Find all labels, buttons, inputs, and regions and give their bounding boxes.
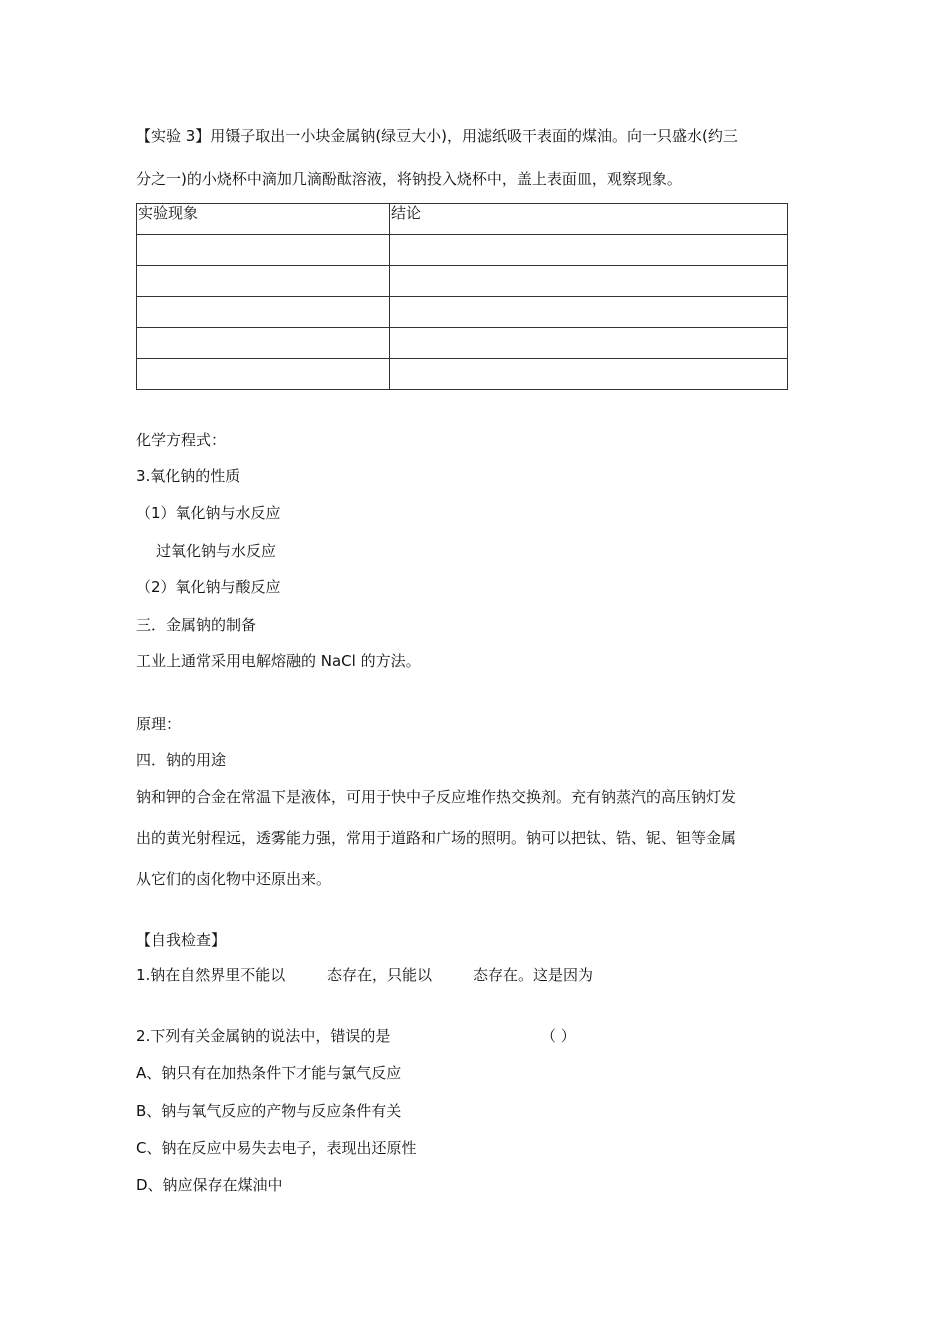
table-cell — [390, 266, 788, 297]
table-cell — [390, 297, 788, 328]
table-cell — [390, 328, 788, 359]
uses-line-3: 从它们的卤化物中还原出来。 — [136, 870, 332, 888]
table-row — [137, 235, 788, 266]
question-1-part-1: 1.钠在自然界里不能以 — [136, 966, 286, 984]
uses-line-2: 出的黄光射程远，透雾能力强，常用于道路和广场的照明。钠可以把钛、锆、铌、钽等金属 — [136, 829, 737, 847]
equation-label: 化学方程式： — [136, 431, 227, 449]
question-2: 2.下列有关金属钠的说法中，错误的是 — [136, 1027, 391, 1045]
oxide-item-2: （2）氧化钠与酸反应 — [136, 578, 281, 596]
uses-line-1: 钠和钾的合金在常温下是液体，可用于快中子反应堆作热交换剂。充有钠蒸汽的高压钠灯发 — [136, 788, 737, 806]
option-d: D、钠应保存在煤油中 — [136, 1176, 283, 1194]
table-cell — [137, 359, 390, 390]
table-row — [137, 359, 788, 390]
table-cell — [137, 266, 390, 297]
option-c: C、钠在反应中易失去电子，表现出还原性 — [136, 1139, 417, 1157]
principle-label: 原理： — [136, 715, 182, 733]
option-b: B、钠与氧气反应的产物与反应条件有关 — [136, 1102, 402, 1120]
oxide-title: 3.氧化钠的性质 — [136, 467, 241, 485]
prep-text: 工业上通常采用电解熔融的 NaCl 的方法。 — [136, 652, 421, 670]
header-conclusion: 结论 — [390, 204, 788, 235]
question-1-part-3: 态存在。这是因为 — [473, 966, 594, 984]
uses-title: 四．钠的用途 — [136, 751, 227, 769]
table-row — [137, 266, 788, 297]
peroxide-item: 过氧化钠与水反应 — [156, 542, 277, 560]
table-cell — [137, 328, 390, 359]
experiment-line-2: 分之一)的小烧杯中滴加几滴酚酞溶液，将钠投入烧杯中，盖上表面皿，观察现象。 — [136, 170, 682, 188]
option-a: A、钠只有在加热条件下才能与氯气反应 — [136, 1064, 402, 1082]
table-row — [137, 297, 788, 328]
table-cell — [390, 359, 788, 390]
oxide-item-1: （1）氧化钠与水反应 — [136, 504, 281, 522]
observation-table — [136, 203, 788, 390]
table-cell — [390, 235, 788, 266]
table-header-row — [137, 204, 788, 235]
header-phenomenon: 实验现象 — [137, 204, 390, 235]
table-cell — [137, 297, 390, 328]
question-1-part-2: 态存在，只能以 — [327, 966, 433, 984]
table-cell — [137, 235, 390, 266]
answer-bracket: （ ） — [541, 1027, 576, 1045]
self-check-title: 【自我检查】 — [136, 931, 227, 949]
prep-title: 三．金属钠的制备 — [136, 616, 257, 634]
experiment-line-1: 【实验 3】用镊子取出一小块金属钠(绿豆大小)，用滤纸吸干表面的煤油。向一只盛水(约三 — [136, 127, 738, 145]
table-row — [137, 328, 788, 359]
